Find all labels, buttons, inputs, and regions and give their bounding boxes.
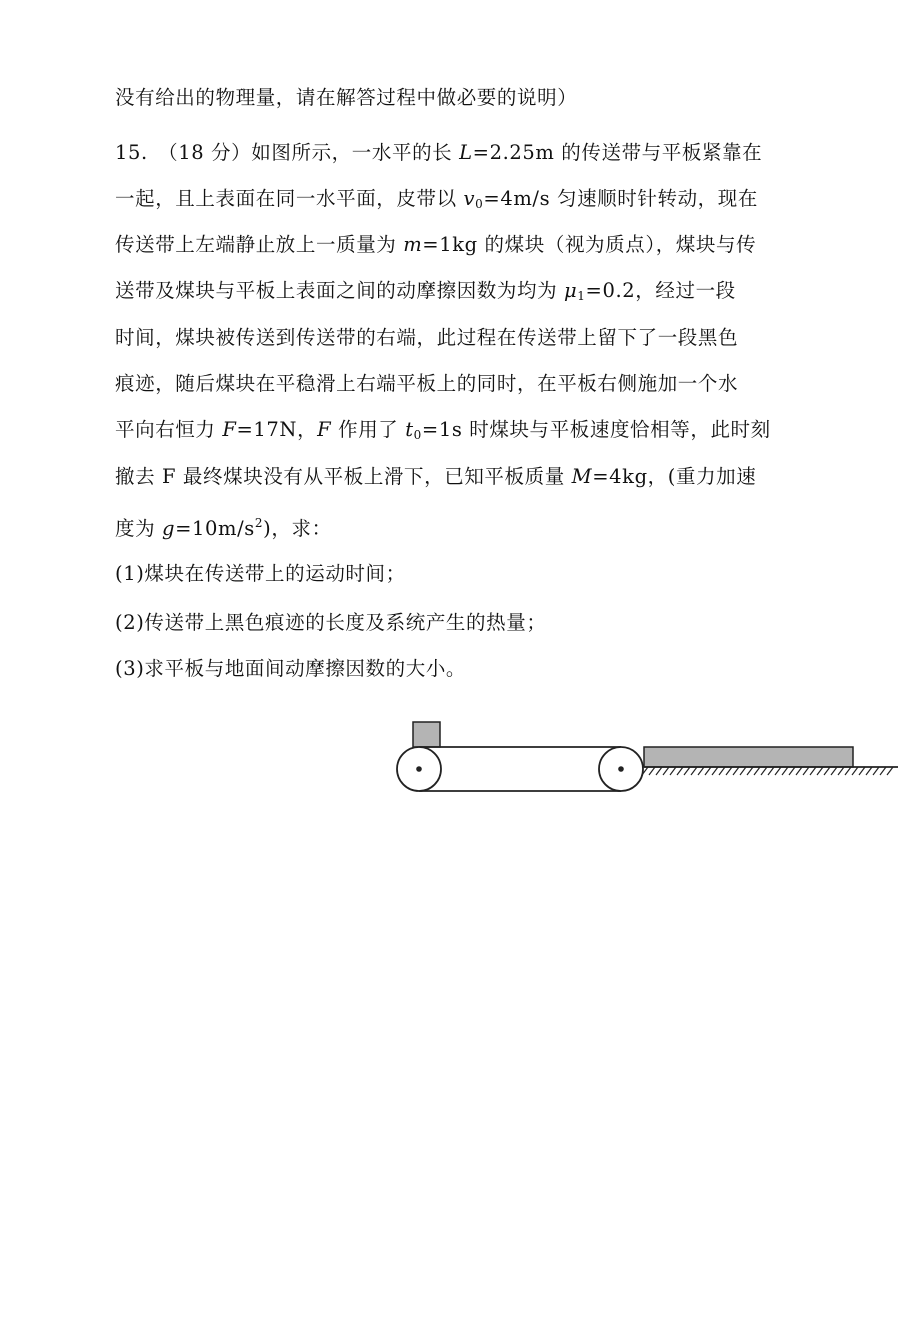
superscript-2: 2 xyxy=(254,516,264,530)
hatch-mark xyxy=(649,767,655,775)
variable-m: m xyxy=(403,233,423,256)
hatch-mark xyxy=(859,767,865,775)
variable-mu: μ xyxy=(564,279,578,302)
right-roller-axle xyxy=(618,766,624,772)
hatch-mark xyxy=(733,767,739,775)
hatch-mark xyxy=(698,767,704,775)
problem-line-2 xyxy=(115,179,795,219)
text-segment: 平向右恒力 xyxy=(115,418,223,441)
coal-block xyxy=(413,722,440,747)
hatch-mark xyxy=(789,767,795,775)
plank xyxy=(644,747,853,767)
hatch-mark xyxy=(887,767,893,775)
hatch-mark xyxy=(796,767,802,775)
hatch-mark xyxy=(866,767,872,775)
text-segment: =17N， xyxy=(236,418,318,441)
problem-line-3 xyxy=(115,225,795,265)
subscript-0: 0 xyxy=(413,428,422,442)
intro-line xyxy=(115,78,795,118)
hatch-mark xyxy=(817,767,823,775)
question-text: (2)传送带上黑色痕迹的长度及系统产生的热量； xyxy=(115,611,547,634)
problem-line-8 xyxy=(115,457,795,497)
hatch-mark xyxy=(810,767,816,775)
hatch-mark xyxy=(719,767,725,775)
hatch-mark xyxy=(691,767,697,775)
hatch-mark xyxy=(775,767,781,775)
hatch-mark xyxy=(803,767,809,775)
text-segment: 送带及煤块与平板上表面之间的动摩擦因数为均为 xyxy=(115,279,564,302)
hatch-mark xyxy=(880,767,886,775)
hatch-mark xyxy=(663,767,669,775)
text-segment: )，求： xyxy=(263,517,332,540)
conveyor-diagram xyxy=(390,712,900,804)
hatch-mark xyxy=(873,767,879,775)
hatch-mark xyxy=(754,767,760,775)
question-3 xyxy=(115,649,795,689)
variable-F: F xyxy=(222,418,237,441)
text-segment: =2.25m 的传送带与平板紧靠在 xyxy=(472,141,763,164)
hatch-mark xyxy=(782,767,788,775)
variable-M: M xyxy=(571,465,593,488)
hatch-mark xyxy=(740,767,746,775)
question-text: (1)煤块在传送带上的运动时间； xyxy=(115,562,406,585)
hatch-mark xyxy=(656,767,662,775)
hatch-mark xyxy=(838,767,844,775)
variable-g: g xyxy=(162,517,176,540)
hatch-mark xyxy=(726,767,732,775)
subscript-0: 0 xyxy=(475,197,484,211)
text-segment: =4m/s 匀速顺时针转动，现在 xyxy=(483,187,758,210)
text-segment: =4kg，(重力加速 xyxy=(592,465,757,488)
variable-v: v xyxy=(463,187,476,210)
ground-hatch xyxy=(642,767,893,775)
problem-line-4 xyxy=(115,271,795,311)
text-segment: 15. （18 分）如图所示，一水平的长 xyxy=(115,141,460,164)
question-1 xyxy=(115,554,795,594)
text-segment: 撤去 F 最终煤块没有从平板上滑下，已知平板质量 xyxy=(115,465,572,488)
variable-t: t xyxy=(405,418,414,441)
hatch-mark xyxy=(845,767,851,775)
text-segment: =0.2，经过一段 xyxy=(585,279,736,302)
problem-line-9 xyxy=(115,503,795,543)
hatch-mark xyxy=(684,767,690,775)
hatch-mark xyxy=(670,767,676,775)
text-segment: 痕迹，随后煤块在平稳滑上右端平板上的同时，在平板右侧施加一个水 xyxy=(115,372,739,395)
hatch-mark xyxy=(747,767,753,775)
left-roller-axle xyxy=(416,766,422,772)
problem-line-5 xyxy=(115,318,795,358)
text-segment: 度为 xyxy=(115,517,162,540)
text-segment: 一起，且上表面在同一水平面，皮带以 xyxy=(115,187,464,210)
hatch-mark xyxy=(768,767,774,775)
question-text: (3)求平板与地面间动摩擦因数的大小。 xyxy=(115,657,467,680)
text-segment: 传送带上左端静止放上一质量为 xyxy=(115,233,404,256)
variable-L: L xyxy=(459,141,473,164)
hatch-mark xyxy=(831,767,837,775)
question-2 xyxy=(115,603,795,643)
text-segment: =1kg 的煤块（视为质点），煤块与传 xyxy=(422,233,757,256)
hatch-mark xyxy=(677,767,683,775)
text-segment: 没有给出的物理量，请在解答过程中做必要的说明） xyxy=(115,86,578,109)
text-segment: 时间，煤块被传送到传送带的右端，此过程在传送带上留下了一段黑色 xyxy=(115,326,739,349)
hatch-mark xyxy=(761,767,767,775)
problem-line-7 xyxy=(115,410,795,450)
hatch-mark xyxy=(852,767,858,775)
variable-F: F xyxy=(317,418,332,441)
hatch-mark xyxy=(712,767,718,775)
text-segment: =10m/s xyxy=(175,517,255,540)
problem-line-1 xyxy=(115,133,795,173)
problem-line-6 xyxy=(115,364,795,404)
hatch-mark xyxy=(705,767,711,775)
text-segment: 作用了 xyxy=(331,418,406,441)
subscript-1: 1 xyxy=(577,289,586,303)
hatch-mark xyxy=(824,767,830,775)
text-segment: =1s 时煤块与平板速度恰相等，此时刻 xyxy=(421,418,771,441)
